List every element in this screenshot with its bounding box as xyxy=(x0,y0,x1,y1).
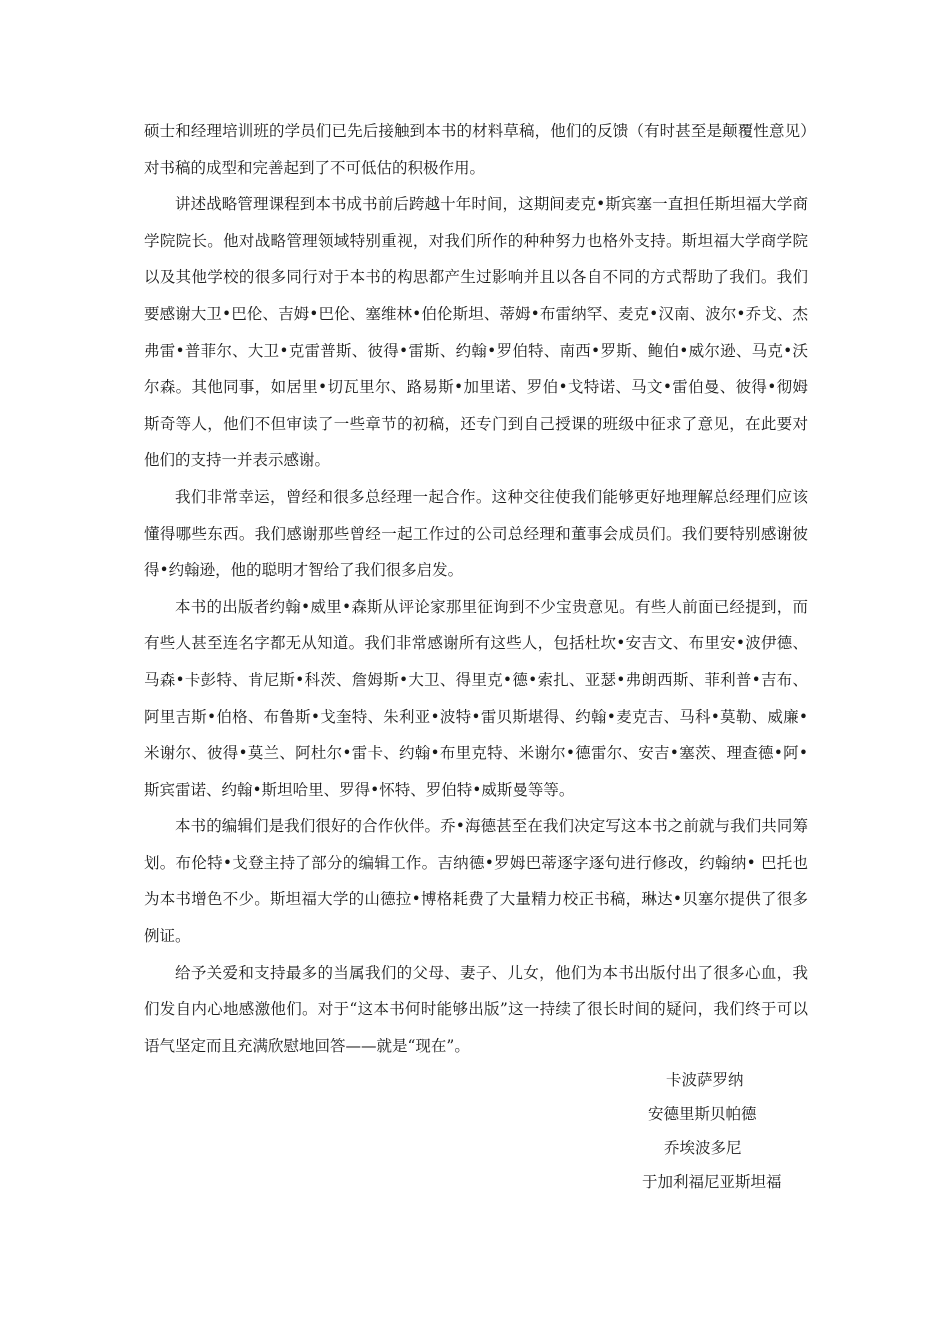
paragraph-6: 给予关爱和支持最多的当属我们的父母、妻子、儿女，他们为本书出版付出了很多心血，我们发自内心地感激他们。对于“这本书何时能够出版”这一持续了很长时间的疑问，我们终于可以语气坚定而且充满欣慰地回答——就是“现在”。 xyxy=(144,963,808,1055)
paragraph-3: 我们非常幸运，曾经和很多总经理一起合作。这种交往使我们能够更好地理解总经理们应该懂得哪些东西。我们感谢那些曾经一起工作过的公司总经理和董事会成员们。我们要特别感谢彼得•约翰逊，他的聪明才智给了我们很多启发。 xyxy=(144,487,808,580)
paragraph-5: 本书的编辑们是我们很好的合作伙伴。乔•海德甚至在我们决定写这本书之前就与我们共同筹划。布伦特•戈登主持了部分的编辑工作。吉纳德•罗姆巴蒂逐字逐句进行修改，约翰纳• 巴托也为本书增色不少。斯坦福大学的山德拉•博格耗费了大量精力校正书稿，琳达•贝塞尔提供了很多例证。 xyxy=(144,817,808,946)
paragraph-4: 本书的出版者约翰•威里•森斯从评论家那里征询到不少宝贵意见。有些人前面已经提到，而有些人甚至连名字都无从知道。我们非常感谢所有这些人，包括杜坎•安吉文、布里安•波伊德、马森•卡彭特、肯尼斯•科茨、詹姆斯•大卫、得里克•德•索扎、亚瑟•弗朗西斯、菲利普•吉布、阿里吉斯•伯格、布鲁斯•戈奎特、朱利亚•波特•雷贝斯堪得、约翰•麦克吉、马科•莫勒、威廉•米谢尔、彼得•莫兰、阿杜尔•雷卡、约翰•布里克特、米谢尔•德雷尔、安吉•塞茨、理查德•阿•斯宾雷诺、约翰•斯坦哈里、罗得•怀特、罗伯特•威斯曼等等。 xyxy=(144,597,808,799)
acknowledgement-body xyxy=(144,113,808,1064)
author-name-3: 乔埃波多尼 xyxy=(664,1139,742,1157)
signature-block xyxy=(600,1063,840,1199)
paragraph-1: 硕士和经理培训班的学员们已先后接触到本书的材料草稿，他们的反馈（有时甚至是颠覆性意见）对书稿的成型和完善起到了不可低估的积极作用。 xyxy=(144,122,808,177)
author-name-1: 卡波萨罗纳 xyxy=(666,1071,744,1089)
signature-location: 于加利福尼亚斯坦福 xyxy=(642,1173,782,1191)
author-name-2: 安德里斯贝帕德 xyxy=(648,1105,757,1123)
paragraph-2: 讲述战略管理课程到本书成书前后跨越十年时间，这期间麦克•斯宾塞一直担任斯坦福大学商学院院长。他对战略管理领域特别重视，对我们所作的种种努力也格外支持。斯坦福大学商学院以及其他学校的很多同行对于本书的构思都产生过影响并且以各自不同的方式帮助了我们。我们要感谢大卫•巴伦、吉姆•巴伦、塞维林•伯伦斯坦、蒂姆•布雷纳罕、麦克•汉南、波尔•乔戈、杰弗雷•普菲尔、大卫•克雷普斯、彼得•雷斯、约翰•罗伯特、南西•罗斯、鲍伯•威尔逊、马克•沃尔森。其他同事，如居里•切瓦里尔、路易斯•加里诺、罗伯•戈特诺、马文•雷伯曼、彼得•彻姆斯奇等人，他们不但审读了一些章节的初稿，还专门到自己授课的班级中征求了意见，在此要对他们的支持一并表示感谢。 xyxy=(144,195,808,470)
